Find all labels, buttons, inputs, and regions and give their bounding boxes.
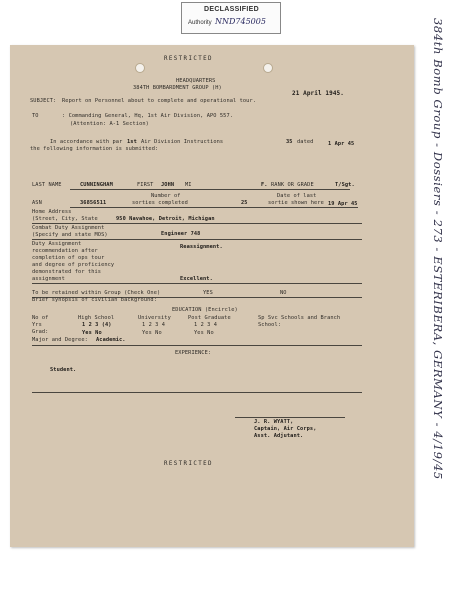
stamp-title: DECLASSIFIED	[204, 6, 259, 13]
name-underline	[70, 189, 350, 190]
experience-underline	[32, 392, 362, 393]
to-label: TO	[32, 113, 39, 119]
combat-label-2: (Specify and state MOS)	[32, 232, 108, 238]
punch-hole-right	[263, 63, 273, 73]
asn-label: ASN	[32, 200, 42, 206]
mi-label: MI	[185, 182, 192, 188]
major-value: Academic.	[96, 337, 126, 343]
post-graduate-label: Post Graduate	[188, 315, 231, 321]
accordance-number: 35	[286, 139, 293, 145]
mi-value: F.	[261, 182, 268, 188]
sorties-label-1: Number of	[151, 193, 181, 199]
retain-yes: YES	[203, 290, 213, 296]
to-text: : Commanding General, Hq, 1st Air Division, APO 557.	[62, 113, 234, 119]
first-name-value: JOHN	[161, 182, 175, 188]
asn-value: 36856511	[80, 200, 107, 206]
synopsis-label: Brief synopsis of civilian background:	[32, 297, 157, 303]
last-sortie-value: 19 Apr 45	[328, 201, 358, 207]
accordance-text-2: Air Division Instructions	[141, 139, 224, 145]
unit-line: 384TH BOMBARDMENT GROUP (H)	[133, 85, 222, 91]
stamp-authority-code: NND745005	[215, 17, 266, 26]
margin-handwriting: 384th Bomb Group - Dossiers - 273 - ESTERIBERA, GERMANY - 4/19/45	[431, 18, 445, 480]
duty-label-6: assignment	[32, 276, 65, 282]
accordance-date: 1 Apr 45	[328, 141, 355, 147]
high-school-years: 1 2 3 (4)	[82, 322, 112, 328]
experience-label: EXPERIENCE:	[175, 350, 212, 356]
headquarters-line: HEADQUARTERS	[176, 78, 216, 84]
subject-label: SUBJECT:	[30, 98, 57, 104]
sp-svc-label-1: Sp Svc Schools and Branch	[258, 315, 341, 321]
stamp-authority-label: Authority	[188, 20, 212, 26]
classification-bottom: RESTRICTED	[164, 461, 213, 467]
rank-value: T/Sgt.	[335, 182, 355, 188]
education-underline	[32, 345, 362, 346]
signer-rank: Captain, Air Corps,	[254, 426, 317, 432]
sp-svc-label-2: School:	[258, 322, 282, 328]
rank-label: RANK OR GRADE	[271, 182, 314, 188]
no-of-yrs-1: No of	[32, 315, 49, 321]
grad-label: Grad:	[32, 329, 49, 335]
post-graduate-years: 1 2 3 4	[194, 322, 218, 328]
last-sortie-label-1: Date of last	[277, 193, 317, 199]
home-underline	[32, 223, 362, 224]
high-school-label: High School	[78, 315, 115, 321]
last-name-value: CUNNINGHAM	[80, 182, 113, 188]
combat-label-1: Combat Duty Assignment	[32, 225, 105, 231]
first-name-label: FIRST	[137, 182, 154, 188]
last-name-label: LAST NAME	[32, 182, 62, 188]
last-sortie-label-2: sortie shown here	[268, 200, 324, 206]
university-years: 1 2 3 4	[142, 322, 166, 328]
university-yes-no: Yes No	[142, 330, 162, 336]
experience-value: Student.	[50, 367, 77, 373]
home-value: 950 Navahoe, Detroit, Michigan	[116, 216, 215, 222]
home-label: Home Address	[32, 209, 72, 215]
subject-text: Report on Personnel about to complete and operational tour.	[62, 98, 257, 104]
retain-label: To be retained within Group (Check One)	[32, 290, 161, 296]
major-label: Major and Degree:	[32, 337, 88, 343]
accordance-dated: dated	[297, 139, 314, 145]
document-date: 21 April 1945.	[292, 90, 344, 97]
signer-name: J. R. WYATT,	[254, 419, 294, 425]
signature-line	[235, 417, 345, 418]
sorties-label-2: sorties completed	[132, 200, 188, 206]
sorties-value: 25	[241, 200, 248, 206]
document-page	[10, 45, 414, 547]
duty-label-2: recommendation after	[32, 248, 98, 254]
asn-underline	[70, 207, 358, 208]
proficiency-value: Excellent.	[180, 276, 213, 282]
accordance-par: 1st	[127, 139, 137, 145]
duty-label-3: completion of ops tour	[32, 255, 105, 261]
no-of-yrs-2: Yrs	[32, 322, 42, 328]
signer-title: Asst. Adjutant.	[254, 433, 304, 439]
classification-top: RESTRICTED	[164, 56, 213, 62]
punch-hole-left	[135, 63, 145, 73]
education-label: EDUCATION (Encircle)	[172, 307, 238, 313]
post-graduate-yes-no: Yes No	[194, 330, 214, 336]
combat-value: Engineer 748	[161, 231, 201, 237]
duty-underline	[32, 283, 362, 284]
duty-value: Reassignment.	[180, 244, 223, 250]
duty-label-5: demonstrated for this	[32, 269, 102, 275]
duty-label-1: Duty Assignment	[32, 241, 82, 247]
grad-yes-no: Yes No	[82, 330, 102, 336]
accordance-text-3: the following information is submitted:	[30, 146, 159, 152]
accordance-text-1: In accordance with par	[50, 139, 123, 145]
combat-underline	[32, 239, 362, 240]
home-sublabel: (Street, City, State	[32, 216, 98, 222]
declassified-stamp	[181, 2, 281, 34]
university-label: University	[138, 315, 171, 321]
attention-line: (Attention: A-1 Section)	[70, 121, 149, 127]
duty-label-4: and degree of proficiency	[32, 262, 115, 268]
retain-no: NO	[280, 290, 287, 296]
